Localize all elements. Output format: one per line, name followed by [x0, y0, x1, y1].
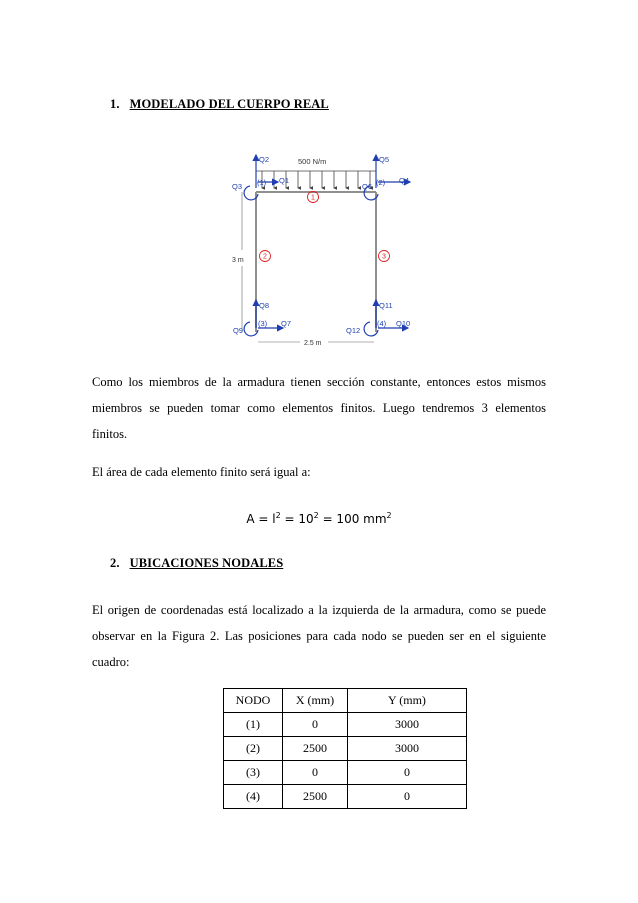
table-row — [224, 737, 467, 761]
formula-part: = 10 — [280, 512, 314, 526]
table-cell: (1) — [224, 713, 283, 737]
formula-exponent: 2 — [275, 511, 281, 520]
formula-part: A = l — [246, 512, 276, 526]
label-q7: Q7 — [281, 319, 292, 328]
paragraph-line: miembros se pueden tomar como elementos finitos. Luego tendremos 3 elementos — [92, 401, 546, 415]
element-3-label: 3 — [382, 253, 386, 261]
paragraph-line: finitos. — [92, 427, 128, 441]
header-y: Y (mm) — [348, 689, 467, 713]
element-2-label: 2 — [263, 253, 267, 261]
paragraph-line: Como los miembros de la armadura tienen sección constante, entonces estos mismos — [92, 375, 546, 389]
label-q2: Q2 — [259, 155, 270, 164]
formula-part: = 100 mm — [318, 512, 387, 526]
table-cell: (2) — [224, 737, 283, 761]
section-number: 1. — [110, 97, 120, 111]
height-dimension: 3 m — [232, 257, 244, 264]
table-cell: 2500 — [283, 737, 348, 761]
header-nodo: NODO — [224, 689, 283, 713]
table-cell: 0 — [348, 761, 467, 785]
section-title: UBICACIONES NODALES — [129, 556, 284, 570]
table-cell: 0 — [283, 761, 348, 785]
label-q9: Q9 — [233, 326, 244, 335]
paragraph-origin — [92, 597, 546, 675]
table-header-row — [224, 689, 467, 713]
label-q8: Q8 — [259, 301, 270, 310]
paragraph-line: El área de cada elemento finito será igual a: — [92, 465, 311, 479]
label-q6: Q6 — [362, 182, 373, 191]
formula-exponent: 2 — [386, 511, 392, 520]
table-cell: 0 — [283, 713, 348, 737]
table-cell: (4) — [224, 785, 283, 809]
paragraph-area — [92, 459, 546, 485]
distributed-load — [256, 171, 376, 188]
label-q10: Q10 — [396, 319, 411, 328]
area-formula — [0, 511, 638, 526]
paragraph-line: observar en la Figura 2. Las posiciones para cada nodo se pueden ser en el siguiente — [92, 629, 546, 643]
label-q1: Q1 — [279, 176, 290, 185]
table-cell: (3) — [224, 761, 283, 785]
table-cell: 3000 — [348, 737, 467, 761]
table-row — [224, 761, 467, 785]
table-row — [224, 713, 467, 737]
section-heading-1 — [110, 97, 329, 112]
label-q3: Q3 — [232, 182, 243, 191]
paragraph-members — [92, 369, 546, 447]
formula-exponent: 2 — [313, 511, 319, 520]
table-row — [224, 785, 467, 809]
label-q12: Q12 — [346, 326, 361, 335]
header-x: X (mm) — [283, 689, 348, 713]
label-node3: (3) — [258, 319, 268, 328]
label-q11: Q11 — [379, 301, 393, 310]
label-node4: (4) — [377, 319, 387, 328]
nodes-table — [223, 688, 467, 809]
paragraph-line: cuadro: — [92, 655, 130, 669]
label-q4: Q4 — [399, 176, 410, 185]
label-node1: (1) — [257, 178, 267, 187]
table-cell: 2500 — [283, 785, 348, 809]
table-cell: 3000 — [348, 713, 467, 737]
label-q5: Q5 — [379, 155, 390, 164]
paragraph-line: El origen de coordenadas está localizado a la izquierda de la armadura, como se puede — [92, 603, 546, 617]
frame-diagram — [228, 150, 428, 350]
section-number: 2. — [110, 556, 120, 570]
section-title: MODELADO DEL CUERPO REAL — [129, 97, 329, 111]
load-label: 500 N/m — [298, 157, 327, 166]
table-cell: 0 — [348, 785, 467, 809]
element-1-label: 1 — [311, 194, 315, 202]
frame-members — [256, 192, 376, 332]
label-node2: (2) — [376, 178, 386, 187]
width-dimension: 2.5 m — [304, 340, 322, 347]
section-heading-2 — [110, 556, 283, 571]
